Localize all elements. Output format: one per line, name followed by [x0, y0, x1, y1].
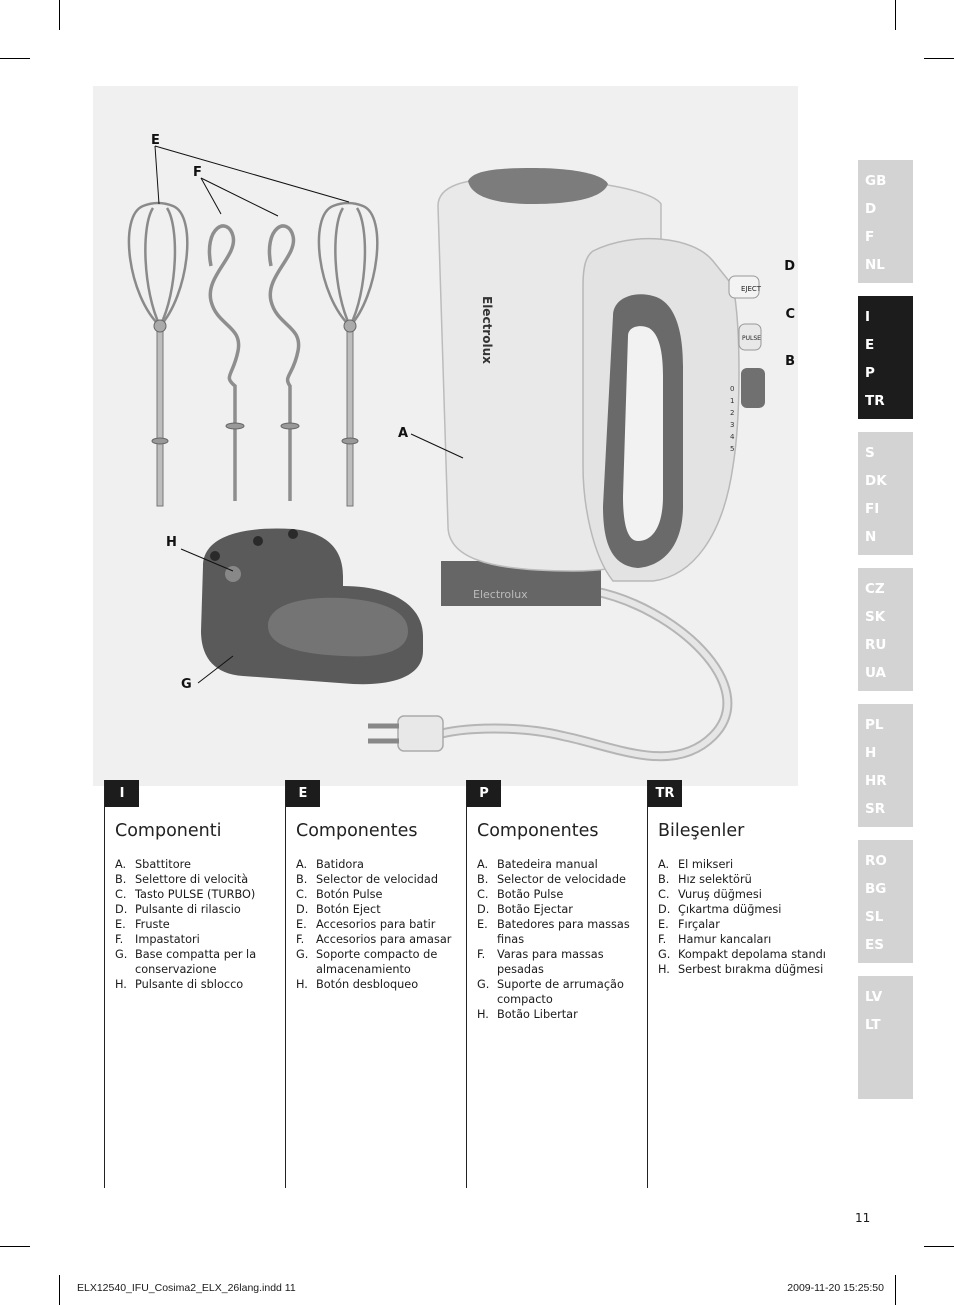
callout-f: F [193, 165, 202, 180]
section-title: Componentes [296, 821, 418, 841]
lang-hr[interactable]: HR [865, 773, 887, 789]
item-text: Botón Eject [316, 903, 381, 916]
list-item [658, 872, 830, 887]
item-text: Tasto PULSE (TURBO) [135, 888, 256, 901]
list-item [658, 932, 830, 947]
item-key: F. [115, 933, 124, 946]
list-item [296, 932, 468, 947]
item-text: Base compatta per la conservazione [135, 948, 257, 976]
item-key: D. [477, 903, 490, 916]
lang-ua[interactable]: UA [865, 665, 886, 681]
item-text: Soporte compacto de almacenamiento [316, 948, 438, 976]
section-tag: E [286, 780, 320, 807]
item-key: G. [477, 978, 490, 991]
list-item [296, 977, 468, 992]
item-key: A. [658, 858, 670, 871]
lang-p[interactable]: P [865, 365, 875, 381]
power-cord [368, 591, 727, 756]
item-key: B. [658, 873, 670, 886]
item-key: H. [296, 978, 308, 991]
section-turkish [647, 780, 829, 1188]
lang-pl[interactable]: PL [865, 717, 884, 733]
item-text: Pulsante di sblocco [135, 978, 244, 991]
lang-sk[interactable]: SK [865, 609, 886, 625]
item-text: Varas para massas pesadas [497, 948, 604, 976]
item-key: B. [477, 873, 489, 886]
callout-e: E [151, 133, 160, 148]
lang-lt[interactable]: LT [865, 1017, 881, 1033]
callout-a: A [398, 426, 409, 441]
lang-tr[interactable]: TR [865, 393, 885, 409]
lang-tab-group-5[interactable] [858, 704, 913, 827]
item-key: B. [296, 873, 308, 886]
item-key: C. [296, 888, 308, 901]
callout-g: G [181, 677, 192, 692]
brand-logo-body: Electrolux [480, 296, 494, 364]
component-list [658, 857, 830, 977]
lang-f[interactable]: F [865, 229, 875, 245]
item-text: El mikseri [678, 858, 734, 871]
lang-tab-group-1[interactable] [858, 160, 913, 283]
hand-mixer [438, 168, 765, 606]
crop-mark [895, 0, 896, 30]
list-item [658, 857, 830, 872]
section-tag: I [105, 780, 139, 807]
item-text: Pulsante di rilascio [135, 903, 241, 916]
lang-es[interactable]: ES [865, 937, 884, 953]
lang-e[interactable]: E [865, 337, 875, 353]
list-item [296, 857, 468, 872]
lang-ro[interactable]: RO [865, 853, 887, 869]
lang-tab-group-2-active[interactable] [858, 296, 913, 419]
eject-label: EJECT [741, 285, 762, 293]
item-key: C. [658, 888, 670, 901]
item-text: Botão Libertar [497, 1008, 578, 1021]
item-text: Suporte de arrumação compacto [497, 978, 624, 1006]
item-key: A. [115, 858, 127, 871]
lang-tab-group-6[interactable] [858, 840, 913, 963]
list-item [115, 857, 287, 872]
item-text: Batedeira manual [497, 858, 598, 871]
list-item [477, 1007, 649, 1022]
list-item [658, 917, 830, 932]
list-item [115, 902, 287, 917]
list-item [658, 962, 830, 977]
item-key: E. [296, 918, 307, 931]
speed-4: 4 [730, 433, 735, 441]
item-key: D. [115, 903, 128, 916]
lang-h[interactable]: H [865, 745, 877, 761]
item-text: Selector de velocidade [497, 873, 626, 886]
pulse-label: PULSE [742, 335, 761, 342]
item-text: Selettore di velocità [135, 873, 249, 886]
list-item [296, 887, 468, 902]
list-item [115, 932, 287, 947]
callout-h: H [166, 535, 177, 550]
item-key: F. [658, 933, 667, 946]
lang-n[interactable]: N [865, 529, 877, 545]
lang-nl[interactable]: NL [865, 257, 885, 273]
list-item [296, 872, 468, 887]
section-italian [104, 780, 286, 1188]
page-number: 11 [855, 1211, 871, 1225]
item-text: Hamur kancaları [678, 933, 772, 946]
item-text: Fruste [135, 918, 170, 931]
item-text: Accesorios para batir [316, 918, 436, 931]
speed-0: 0 [730, 385, 735, 393]
item-key: H. [115, 978, 127, 991]
list-item [477, 902, 649, 917]
lang-gb[interactable]: GB [865, 173, 887, 189]
product-illustration [93, 86, 798, 786]
item-text: Selector de velocidad [316, 873, 439, 886]
list-item [658, 902, 830, 917]
item-text: Botón Pulse [316, 888, 383, 901]
item-key: D. [658, 903, 671, 916]
lang-cz[interactable]: CZ [865, 581, 885, 597]
list-item [115, 917, 287, 932]
list-item [115, 872, 287, 887]
speed-1: 1 [730, 397, 735, 405]
speed-2: 2 [730, 409, 735, 417]
lang-d[interactable]: D [865, 201, 877, 217]
item-text: Impastatori [135, 933, 200, 946]
list-item [115, 947, 287, 977]
item-text: Hız selektörü [678, 873, 752, 886]
crop-mark [924, 1246, 954, 1247]
dough-hook-left [209, 226, 244, 501]
callout-c: C [785, 307, 795, 322]
item-text: Botão Ejectar [497, 903, 573, 916]
list-item [658, 887, 830, 902]
item-key: E. [115, 918, 126, 931]
crop-mark [59, 1275, 60, 1305]
list-item [477, 947, 649, 977]
section-tag: P [467, 780, 501, 807]
lang-tab-group-7[interactable] [858, 976, 913, 1099]
item-text: Çıkartma düğmesi [678, 903, 782, 916]
list-item [296, 902, 468, 917]
dough-hook-right [269, 226, 299, 501]
item-key: D. [296, 903, 309, 916]
list-item [296, 947, 468, 977]
item-key: A. [477, 858, 489, 871]
lang-sl[interactable]: SL [865, 909, 884, 925]
crop-mark [924, 58, 954, 59]
item-text: Vuruş düğmesi [678, 888, 762, 901]
list-item [658, 947, 830, 962]
section-title: Bileşenler [658, 821, 745, 841]
crop-mark [0, 1246, 30, 1247]
speed-3: 3 [730, 421, 735, 429]
item-text: Sbattitore [135, 858, 191, 871]
lang-ru[interactable]: RU [865, 637, 887, 653]
component-list [477, 857, 649, 1022]
item-text: Kompakt depolama standı [678, 948, 826, 961]
lang-dk[interactable]: DK [865, 473, 887, 489]
list-item [477, 872, 649, 887]
lang-i[interactable]: I [865, 309, 871, 325]
component-list [296, 857, 468, 992]
footer-timestamp: 2009-11-20 15:25:50 [787, 1282, 884, 1294]
lang-sr[interactable]: SR [865, 801, 886, 817]
item-key: C. [115, 888, 127, 901]
lang-lv[interactable]: LV [865, 989, 883, 1005]
section-title: Componenti [115, 821, 222, 841]
item-key: H. [658, 963, 670, 976]
lang-fi[interactable]: FI [865, 501, 880, 517]
item-text: Botón desbloqueo [316, 978, 419, 991]
item-key: G. [296, 948, 309, 961]
lang-s[interactable]: S [865, 445, 875, 461]
list-item [477, 887, 649, 902]
item-key: E. [477, 918, 488, 931]
lang-tab-group-4[interactable] [858, 568, 913, 691]
item-key: F. [477, 948, 486, 961]
storage-stand [201, 528, 423, 684]
callout-b: B [785, 354, 795, 369]
whisk-right [319, 203, 377, 506]
item-text: Fırçalar [678, 918, 720, 931]
lang-bg[interactable]: BG [865, 881, 887, 897]
brand-logo-base: Electrolux [473, 588, 528, 601]
whisk-left [129, 203, 187, 506]
item-key: E. [658, 918, 669, 931]
list-item [477, 857, 649, 872]
item-key: F. [296, 933, 305, 946]
item-text: Botão Pulse [497, 888, 564, 901]
item-key: G. [658, 948, 671, 961]
list-item [296, 917, 468, 932]
item-text: Batidora [316, 858, 364, 871]
crop-mark [0, 58, 30, 59]
section-title: Componentes [477, 821, 599, 841]
hand-mixer-drawing [93, 86, 798, 786]
speed-5: 5 [730, 445, 735, 453]
crop-mark [59, 0, 60, 30]
item-text: Accesorios para amasar [316, 933, 452, 946]
component-list [115, 857, 287, 992]
item-key: G. [115, 948, 128, 961]
item-key: B. [115, 873, 127, 886]
section-tag: TR [648, 780, 682, 807]
list-item [115, 887, 287, 902]
item-text: Serbest bırakma düğmesi [678, 963, 824, 976]
list-item [115, 977, 287, 992]
crop-mark [895, 1275, 896, 1305]
list-item [477, 977, 649, 1007]
item-key: A. [296, 858, 308, 871]
list-item [477, 917, 649, 947]
section-spanish [285, 780, 467, 1188]
lang-tab-group-3[interactable] [858, 432, 913, 555]
callout-d: D [784, 259, 795, 274]
section-portuguese [466, 780, 648, 1188]
item-key: C. [477, 888, 489, 901]
item-text: Batedores para massas finas [497, 918, 630, 946]
footer-filename: ELX12540_IFU_Cosima2_ELX_26lang.indd 11 [77, 1282, 296, 1294]
item-key: H. [477, 1008, 489, 1021]
